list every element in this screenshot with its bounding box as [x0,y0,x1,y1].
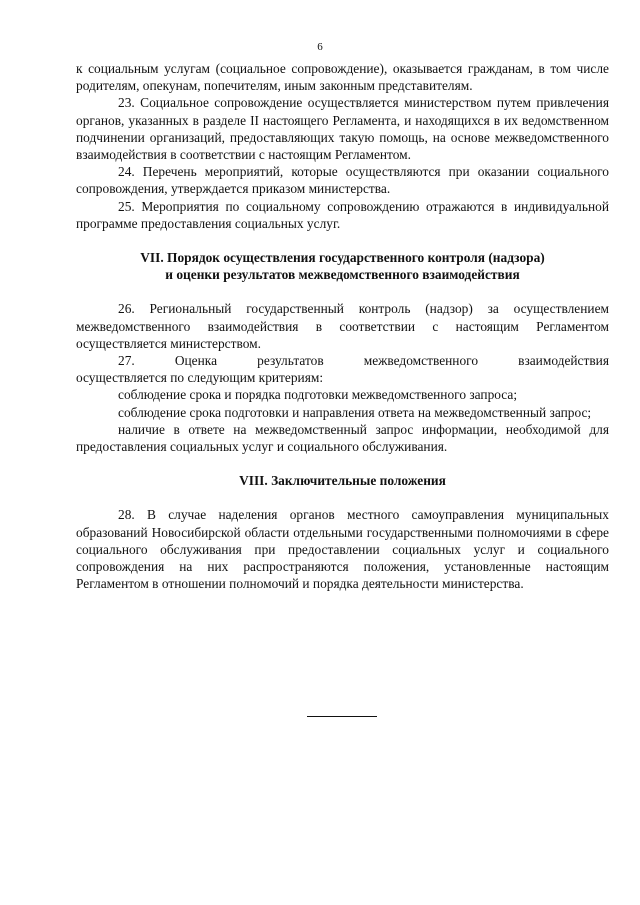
paragraph-22-continuation: к социальным услугам (социальное сопровождение), оказывается гражданам, в том числе родителям, опекунам, попечителям, иным законным представителям. [76,61,609,94]
criterion-item: наличие в ответе на межведомственный запрос информации, необходимой для предоставления социальных услуг и социального обслуживания. [76,421,609,455]
closing-rule [307,716,377,717]
paragraph-26: 26. Региональный государственный контроль (надзор) за осуществлением межведомственного взаимодействия в соответствии с настоящим Регламентом осуществляется министерством. [76,301,609,351]
criterion-item: соблюдение срока и порядка подготовки межведомственного запроса; [118,387,518,403]
paragraph-27-line-2: осуществляется по следующим критериям: [76,370,324,386]
paragraph-23: 23. Социальное сопровождение осуществляется министерством путем привлечения органов, указанных в разделе II настоящего Регламента, и находящихся в их ведомственном подчинении организаций, предоставляющих такую помощь, на основе межведомственного взаимодействия в соответствии с настоящим Регламентом. [76,95,609,163]
criterion-item: соблюдение срока подготовки и направления ответа на межведомственный запрос; [118,404,592,420]
section-7-heading-line-1: VII. Порядок осуществления государственного контроля (надзора) [140,250,545,266]
paragraph-27-line-1: 27. Оценка результатов межведомственного взаимодействия [118,353,609,369]
paragraph-28: 28. В случае наделения органов местного самоуправления муниципальных образований Новосибирской области отдельными государственными полномочиями в сфере социального обслуживания при предоставлении социальных услуг и социального сопровождения на них распространяются положения, установленные настоящим Регламентом в отношении полномочий и порядка деятельности министерства. [76,507,609,592]
section-7-heading [76,249,609,283]
section-8-heading: VIII. Заключительные положения [239,473,446,489]
paragraph-25: 25. Мероприятия по социальному сопровождению отражаются в индивидуальной программе предоставления социальных услуг. [76,198,609,231]
page-number: 6 [317,41,323,53]
document-body [76,60,609,592]
section-7-heading-line-2: и оценки результатов межведомственного взаимодействия [165,267,520,283]
paragraph-24: 24. Перечень мероприятий, которые осуществляются при оказании социального сопровождения, утверждается приказом министерства. [76,164,609,197]
